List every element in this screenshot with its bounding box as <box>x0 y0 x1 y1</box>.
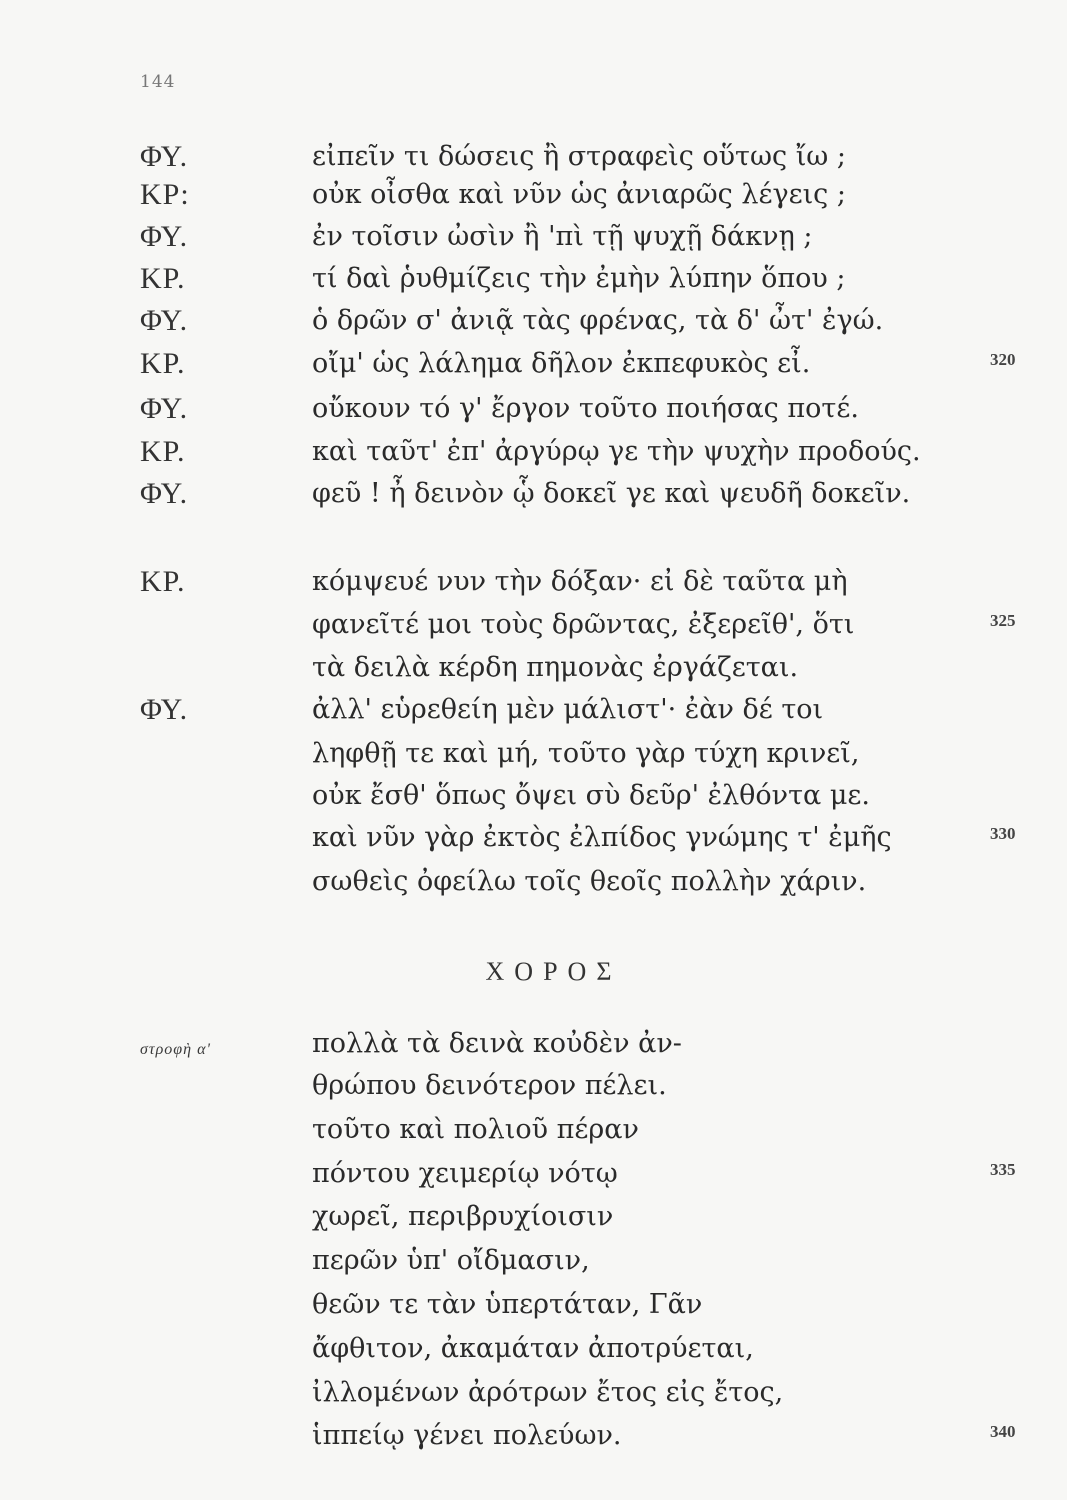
verse-text: περῶν ὑπ' οἴδμασιν, <box>312 1245 590 1276</box>
dialogue-line <box>0 818 1067 858</box>
verse-text: τί δαὶ ῥυθμίζεις τὴν ἐμὴν λύπην ὅπου ; <box>312 263 846 294</box>
verse-text: οὐκ οἶσθα καὶ νῦν ὡς ἀνιαρῶς λέγεις ; <box>312 179 846 210</box>
speaker-label: ΚΡ: <box>140 178 190 211</box>
verse-text: κόμψευέ νυν τὴν δόξαν· εἰ δὲ ταῦτα μὴ <box>312 566 848 597</box>
dialogue-line <box>0 474 1067 514</box>
dialogue-line <box>0 301 1067 341</box>
verse-text: καὶ ταῦτ' ἐπ' ἀργύρῳ γε τὴν ψυχὴν προδούς. <box>312 436 921 467</box>
verse-text: χωρεῖ, περιβρυχίοισιν <box>312 1201 614 1232</box>
chorus-line <box>0 1329 1067 1369</box>
strophe-label: στροφὴ α' <box>140 1041 211 1058</box>
dialogue-line <box>0 432 1067 472</box>
verse-text: τοῦτο καὶ πολιοῦ πέραν <box>312 1114 639 1145</box>
dialogue-line <box>0 862 1067 902</box>
page-number: 144 <box>140 72 176 92</box>
speaker-label: ΚΡ. <box>140 565 186 598</box>
dialogue-line <box>0 605 1067 645</box>
dialogue-line <box>0 562 1067 602</box>
chorus-line <box>0 1241 1067 1281</box>
chorus-line <box>0 1197 1067 1237</box>
verse-text: πόντου χειμερίῳ νότῳ <box>312 1158 618 1189</box>
speaker-label: ΦΥ. <box>140 140 189 173</box>
verse-text: οἴμ' ὡς λάλημα δῆλον ἐκπεφυκὸς εἶ. <box>312 348 811 379</box>
dialogue-line <box>0 259 1067 299</box>
verse-text: φεῦ ! ἦ δεινὸν ᾧ δοκεῖ γε καὶ ψευδῆ δοκεῖν. <box>312 478 911 509</box>
speaker-label: ΚΡ. <box>140 262 186 295</box>
chorus-line <box>0 1024 1067 1064</box>
dialogue-line <box>0 137 1067 177</box>
dialogue-line <box>0 648 1067 688</box>
speaker-label: ΚΡ. <box>140 347 186 380</box>
dialogue-line <box>0 690 1067 730</box>
chorus-line <box>0 1373 1067 1413</box>
chorus-line <box>0 1154 1067 1194</box>
verse-text: εἰπεῖν τι δώσεις ἢ στραφεὶς οὕτως ἴω ; <box>312 141 847 172</box>
speaker-label: ΦΥ. <box>140 220 189 253</box>
speaker-label: ΦΥ. <box>140 693 189 726</box>
chorus-heading: ΧΟΡΟΣ <box>485 957 622 986</box>
verse-text: ὁ δρῶν σ' ἀνιᾷ τὰς φρένας, τὰ δ' ὦτ' ἐγώ. <box>312 305 884 336</box>
verse-text: ἄφθιτον, ἀκαμάταν ἀποτρύεται, <box>312 1333 754 1364</box>
dialogue-line <box>0 734 1067 774</box>
dialogue-line <box>0 389 1067 429</box>
verse-text: θρώπου δεινότερον πέλει. <box>312 1070 667 1101</box>
chorus-line <box>0 1285 1067 1325</box>
chorus-line <box>0 1110 1067 1150</box>
speaker-label: ΦΥ. <box>140 477 189 510</box>
line-number: 320 <box>990 350 1016 369</box>
verse-text: ἐν τοῖσιν ὠσὶν ἢ 'πὶ τῇ ψυχῇ δάκνῃ ; <box>312 221 813 252</box>
verse-text: ἰλλομένων ἀρότρων ἔτος εἰς ἔτος, <box>312 1377 784 1408</box>
chorus-line <box>0 1416 1067 1456</box>
line-number: 340 <box>990 1422 1016 1441</box>
verse-text: ἱππείῳ γένει πολεύων. <box>312 1420 622 1451</box>
verse-text: τὰ δειλὰ κέρδη πημονὰς ἐργάζεται. <box>312 652 799 683</box>
verse-text: σωθεὶς ὀφείλω τοῖς θεοῖς πολλὴν χάριν. <box>312 866 867 897</box>
dialogue-line <box>0 776 1067 816</box>
dialogue-line <box>0 344 1067 384</box>
line-number: 330 <box>990 824 1016 843</box>
line-number: 335 <box>990 1160 1016 1179</box>
verse-text: οὔκουν τό γ' ἔργον τοῦτο ποιήσας ποτέ. <box>312 393 859 424</box>
verse-text: οὐκ ἔσθ' ὅπως ὄψει σὺ δεῦρ' ἐλθόντα με. <box>312 780 870 811</box>
chorus-line <box>0 1066 1067 1106</box>
speaker-label: ΦΥ. <box>140 392 189 425</box>
verse-text: φανεῖτέ μοι τοὺς δρῶντας, ἐξερεῖθ', ὅτι <box>312 609 855 640</box>
verse-text: ἀλλ' εὑρεθείη μὲν μάλιστ'· ἐὰν δέ τοι <box>312 694 824 725</box>
verse-text: πολλὰ τὰ δεινὰ κοὐδὲν ἀν- <box>312 1028 682 1059</box>
line-number: 325 <box>990 611 1016 630</box>
speaker-label: ΦΥ. <box>140 304 189 337</box>
verse-text: καὶ νῦν γὰρ ἐκτὸς ἐλπίδος γνώμης τ' ἐμῆς <box>312 822 892 853</box>
verse-text: θεῶν τε τὰν ὑπερτάταν, Γᾶν <box>312 1289 703 1320</box>
verse-text: ληφθῇ τε καὶ μή, τοῦτο γὰρ τύχη κρινεῖ, <box>312 738 860 769</box>
dialogue-line <box>0 175 1067 215</box>
dialogue-line <box>0 217 1067 257</box>
speaker-label: ΚΡ. <box>140 435 186 468</box>
